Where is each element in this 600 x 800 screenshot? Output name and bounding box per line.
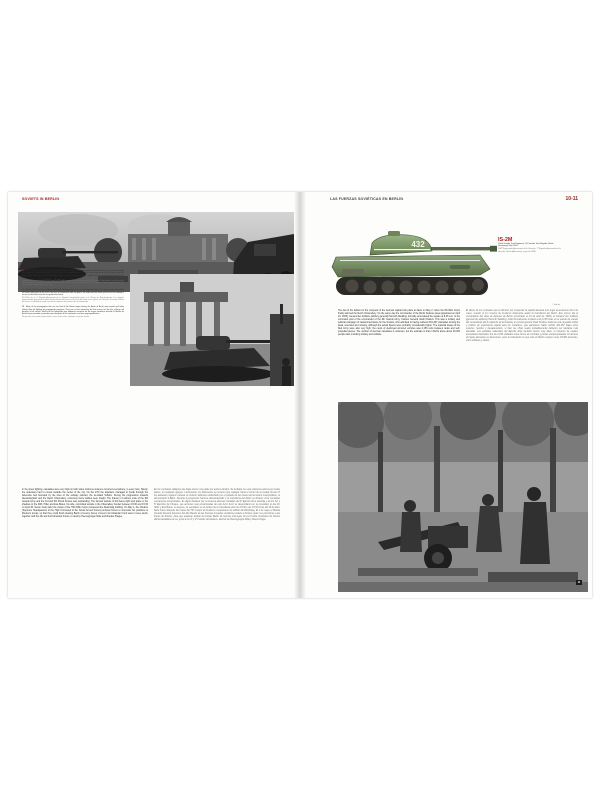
caption-12: [22, 289, 124, 303]
page-folio: 10-11: [565, 196, 578, 202]
soldiers-park-photo: [338, 402, 588, 592]
page-number-badge: 11: [577, 581, 581, 584]
caption-text-en: IS-2m of the 7th Guards Armored Brigade photographed near the Brandenburg Gate. The dense angles formed by the lower front plate of the hull in the area of connection with the glacis; the sides and the lower part of the hull, identify it as one of the tanks from the 1st production batch.: [22, 289, 124, 296]
caption-text-es: No por ello son menos interesantes, como la de estos soldados en plena acción.: [22, 316, 90, 319]
caption-number: 13: [22, 306, 25, 309]
body-text-es: En los combates callejeros las bajas fueron muy altas por ambos bandos. Se luchaba con una violencia extrema por todas partes, en cualquier agujero. Lentamente, los defensores se tuvieron que replegar hacia el centro de la ciudad. El día 27 los atacantes lograron rebasar el cinturón defensivo delimitado por el trazado de las líneas del ferrocarril metropolitano, el denominado S-Bahn. Durante la progresión hacia la Alexanderplatz y la Cancillería del Reich se libraron unos combates sumamente encarnizados. Es digno destacar por su bravura diversas unidades del 8º Ejército de la Guardia y de los 3er y 5º Ejércitos de Choque. Las acciones más encarnizadas de este feroz feroz se desarrollaron en la oscuridad, el día 29. Hitler y Eva Braun, su esposa, se suicidaron en el búnker de la Cancillería entre las 15:00 y las 15:30 horas del 30 de abril. Siete horas después las tropas del 79º Cuerpo de Fusileros conquistaron el edificio del Reichstag. El 1 de mayo el Stavka (Cuartel General Supremo del Alto Mando de las Fuerzas Armadas soviéticas) ordenó a Kóniev ceder sus posiciones a las tropas de Zhúkov, para que pudieran acabar de limpiar Berlín de fuerzas enemigas. El 1er Frente Ucraniano de Kóniev debía trasladarse al sur, junto a los 4º y 2º Frentes Ucranianos, destruir al Heeresgruppe Mitte y liberar Praga.: [154, 489, 280, 521]
artist-credit: © Jörg Sm.: [552, 304, 561, 306]
right-page: [300, 192, 592, 598]
running-head-right: LAS FUERZAS SOVIÉTICAS EN BERLÍN: [330, 197, 404, 201]
book-spread: [8, 192, 592, 598]
profile-code: IS-2M: [498, 237, 513, 243]
caption-number: 12: [22, 289, 25, 292]
caption-13: [22, 306, 124, 318]
profile-desc-es: 104º Regimiento Acorazado de la Guardia, 7ª Brigada Acorazada de la Guardia, Berlín (Alemania), mayo de 1945.: [498, 248, 561, 253]
tank-profile-illustration: [330, 227, 498, 301]
left-page: [8, 192, 300, 598]
caption-number: 11: [22, 270, 24, 272]
caption-text-en: Many of the photographs that we can find of the Soviet troops during the Battle of Berlin were posed and taken shortly after the fighting for propaganda purposes. They are no less interesting for that reason, but the line of these will become in full version. Mucho de las fotografías que podemos encontrar de las tropas soviéticas durante la Batalla de Berlín fueron posadas y tomadas poco después de los combates con fines propagandísticos.: [22, 306, 124, 316]
profile-desc-en: 104th Guards Tank Regiment, 7th Guards Tank Brigade, Berlin (Germany), May 1945.: [498, 243, 554, 248]
profile-caption: [498, 237, 562, 253]
spine-gutter: [294, 192, 306, 598]
caption-text-es: El calibre de los obuses IS-2 (122 mm D-25T L/43, con un alcance máximo de 14.000 metros) disparaban en dirección al Reichstag, con proyectiles de alto explosivo desde 1.000 metros y 1.200 desde 2.000 metros. Cada proyectil pesaba 25 kg y su carga propulsora era de 9 kg.: [22, 279, 124, 287]
body-text-es: El último de los combates que se libraron por conquistar la capital alemana tuvo lugar al amanecer del 2 de mayo, cuando el 8.o Cuerpo de Fusileros finalmente asaltó la Cancillería del Reich. Ese mismo día el comandante del Área de defensa de Berlín (nombrado el 23 de abril de 1945), el General der Artillerie (general de artillería) Helmuth Weidling, rindió formalmente la plaza a las 6:45 horas en el puesto de mando del comandante del 8.o Ejército de la Guardia, el coronel general Vasili Chuikov. Esta fue una campaña militar y política de importancia capital para los soviéticos, que admitieron haber sufrido 361.367 bajas entre muertos, heridos y desaparecidos, si bien las cifras reales probablemente debieron ser bastante más elevadas. Las pérdidas materiales del Ejército Rojo también fueron muy altas; el cómputo de medios acorazados destruidos fue de 2.156 unidades entre carros de combate y piezas autopropulsadas. El número de bajas alemanas se desconoce, pero la estimación es que sólo en Berlín cayeron unas 45.000 personas, entre militares y civiles.: [466, 310, 578, 342]
caption-column: [22, 270, 124, 321]
running-head-left: SOVIETS IN BERLIN: [22, 197, 60, 201]
caption-text-es: El IS-2m de la 7ª Brigada Acorazada de la Guardia fotografiado junto a la Puerta de Brandenburgo. Los ángulos pronunciados que forma la placa frontal inferior del casco en la zona de unión con el glacis, los laterales y la parte inferior del casco, lo identifican como uno de los tanques del primer lote de producción.: [22, 296, 124, 304]
caption-11: [22, 270, 124, 286]
caption-text-en: The IS-2s (142 mm D-25T L/43 self-propelled guns whose maximum range was 14,000 meters, fired armor-piercing ammunition at a muzzle velocity of 790 m/s) fired their ammunition at 750 m/s); in the direction of the Reichstag, firing HE-rounds from 1,000 meters and 1,200 from 2,000 meters. Each projectile had a weight of 25 kg and propellant charges of 9 kg.: [22, 270, 124, 279]
brandenburg-gate-photo: [130, 274, 294, 386]
body-text-en: In the street fighting, casualties were very high on both sides. Extreme violence occurred everywhere, in every hole. Slowly, the defenders had to retreat towards the center of the city. On the 27th the attackers managed to break through the defensive belt bounded by the lines of the subway railroad, the so-called S-Bahn. During the progression towards Alexanderplatz and the Reich Chancellery, extremely fierce battles were fought. The bravery of various units of the 8th Guards Army and the 3rd and 5th Shock Armies was outstanding. The fiercest actions of this fierce fight took place in the shadow on the 29th. Hitler and Eva Braun, his wife, committed suicide in the Chancellery bunker between 15:00 and 15:30 on April 30. Seven hours later the troops of the 79th Rifle Corps conquered the Reichstag building. On May 1, the Chuikov (Supreme Headquarters of the High Command of the Soviet Armed Forces) ordered Konev to surrender his positions to Zhukov's troops, so that they could finish clearing Berlin of enemy forces. Konev's 1st Ukrainian Front was to move south, together with the 4th and 2nd Ukrainian Fronts, to destroy Heeresgruppe Mitte and liberate Prague.: [22, 489, 148, 518]
turret-number-text: 432: [411, 240, 425, 249]
body-text-en: The last of the battles for the conquest of the German capital took place at dawn on May 2, when the 8th Rifle Corps finally stormed the Reich Chancellery. On the same day the commander of the Berlin Defense Area (appointed on April 23, 1945), General der Artillerie (artillery general) Helmuth Weidling, formally surrendered the square at 6:45 a.m. to the command post of the commander of the 8th Guards Army, Colonel General Vasili Chuikov. This was a military and political campaign of capital importance for the Soviets, who admitted to having suffered 361,367 casualties among the dead, wounded and missing, although the actual figures were probably considerably higher. The material losses of the Red Army were also very high; the count of destroyed armored vehicles was 2,156 units between tanks and self-propelled pieces. The number of German casualties is unknown, but the estimate is that in Berlin alone about 45,000 people died, including military and civilians.: [338, 310, 460, 336]
